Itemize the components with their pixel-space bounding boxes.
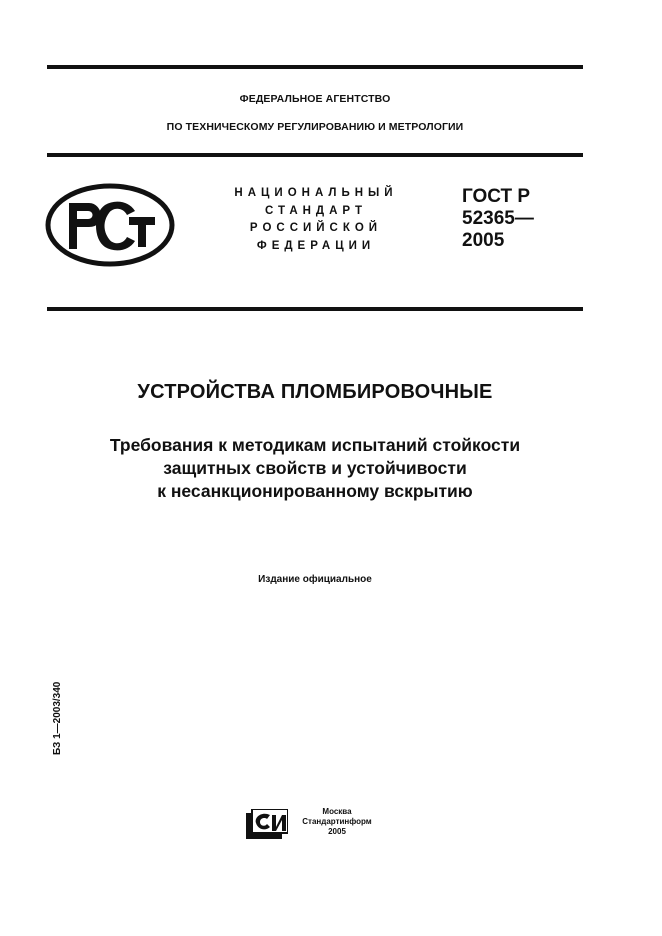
document-title: УСТРОЙСТВА ПЛОМБИРОВОЧНЫЕ (137, 381, 493, 403)
standard-type-line-3: РОССИЙСКОЙ (249, 222, 383, 234)
document-subtitle (47, 434, 583, 503)
publisher-name: Стандартинформ (302, 817, 372, 826)
subtitle-line-1: Требования к методикам испытаний стойкости (109, 435, 521, 455)
bottom-rule (47, 307, 583, 311)
edition-label: Издание официальное (258, 574, 372, 585)
subtitle-line-2: защитных свойств и устойчивости (163, 458, 467, 478)
top-rule (47, 65, 583, 69)
middle-rule (47, 153, 583, 157)
designation-line-1: ГОСТ Р (462, 186, 531, 207)
publisher-block (294, 807, 380, 837)
publisher-city: Москва (322, 807, 352, 816)
designation-line-3: 2005 (462, 230, 505, 251)
designation-line-2: 52365— (462, 208, 534, 229)
agency-line-2: ПО ТЕХНИЧЕСКОМУ РЕГУЛИРОВАНИЮ И МЕТРОЛОГИИ (166, 121, 464, 133)
standard-type-line-1: НАЦИОНАЛЬНЫЙ (234, 187, 398, 199)
rst-certification-mark-icon (45, 183, 175, 267)
standard-type-line-4: ФЕДЕРАЦИИ (256, 239, 376, 252)
agency-line-1: ФЕДЕРАЛЬНОЕ АГЕНТСТВО (239, 93, 391, 105)
side-registration-code: БЗ 1—2003/340 (52, 681, 63, 755)
standartinform-logo-icon (246, 809, 288, 839)
publisher-year: 2005 (328, 827, 346, 836)
standard-designation (462, 186, 534, 252)
standard-type (218, 185, 414, 255)
standard-type-line-2: СТАНДАРТ (265, 204, 367, 217)
subtitle-line-3: к несанкционированному вскрытию (157, 481, 473, 501)
